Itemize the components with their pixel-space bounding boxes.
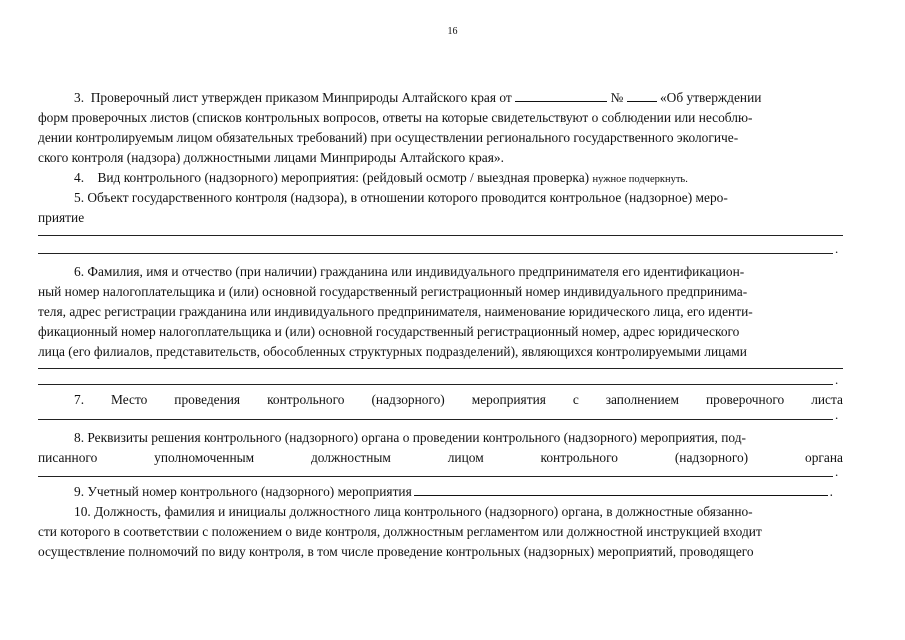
p3-line-3: дении контролируемым лицом обязательных требований) при осуществлении регионального государственного экологиче-	[38, 130, 739, 145]
p7-fill-line	[38, 419, 833, 420]
p10-line-2: сти которого в соответствии с положением о виде контроля, должностным регламентом или должностной инструкцией входит	[38, 524, 762, 539]
p8-line-1: 8. Реквизиты решения контрольного (надзорного) органа о проведении контрольного (надзорного) мероприятия, под-	[74, 430, 746, 445]
p5-end: .	[835, 241, 839, 256]
p6-line-2: ный номер налогоплательщика и (или) основной государственный регистрационный номер индивидуального предпринима-	[38, 284, 748, 299]
page-number: 16	[447, 26, 458, 37]
p3-line-1: 3. Проверочный лист утвержден приказом Минприроды Алтайского края от № «Об утверждении	[74, 90, 762, 105]
p5-line-1: 5. Объект государственного контроля (надзора), в отношении которого проводится контрольное (надзорное) меро-	[74, 190, 728, 205]
p7-end: .	[835, 407, 839, 422]
number-blank	[627, 89, 657, 102]
p5-line-2: приятие	[38, 210, 85, 225]
p8-fill-line	[38, 476, 833, 477]
p5-fill-line-2	[38, 253, 833, 254]
p6-line-3: теля, адрес регистрации гражданина или индивидуального предпринимателя, наименование юридического лица, его иденти-	[38, 304, 753, 319]
p5-fill-line-1	[38, 235, 843, 236]
p8-line-2: писанного уполномоченным должностным лицом контрольного (надзорного) органа	[38, 450, 843, 465]
p7-line: 7. Место проведения контрольного (надзорного) мероприятия с заполнением проверочного листа	[74, 392, 843, 407]
p9-line: 9. Учетный номер контрольного (надзорного) мероприятия .	[74, 484, 833, 499]
p6-fill-line-1	[38, 368, 843, 369]
p8-end: .	[835, 464, 839, 479]
p6-fill-line-2	[38, 384, 833, 385]
p10-line-3: осуществление полномочий по виду контроля, в том числе проведение контрольных (надзорных) мероприятий, проводящего	[38, 544, 754, 559]
p3-line-4: ского контроля (надзора) должностными лицами Минприроды Алтайского края».	[38, 150, 504, 165]
p6-line-5: лица (его филиалов, представительств, обособленных структурных подразделений), являющихся контролируемыми лицами	[38, 344, 747, 359]
p3-line-2: форм проверочных листов (списков контрольных вопросов, ответы на которые свидетельствуют о соблюдении или несоблю-	[38, 110, 753, 125]
p9-fill-line	[414, 482, 828, 496]
p4-line: 4. Вид контрольного (надзорного) мероприятия: (рейдовый осмотр / выездная проверка) нужное подчеркнуть.	[74, 170, 688, 185]
p10-line-1: 10. Должность, фамилия и инициалы должностного лица контрольного (надзорного) органа, в должностные обязанно-	[74, 504, 753, 519]
p6-line-1: 6. Фамилия, имя и отчество (при наличии) гражданина или индивидуального предпринимателя его идентификацион-	[74, 264, 745, 279]
date-blank	[515, 89, 607, 102]
p6-line-4: фикационный номер налогоплательщика и (или) основной государственный регистрационный номер, адрес юридического	[38, 324, 740, 339]
p6-end: .	[835, 372, 839, 387]
p4-note: нужное подчеркнуть.	[592, 174, 688, 185]
